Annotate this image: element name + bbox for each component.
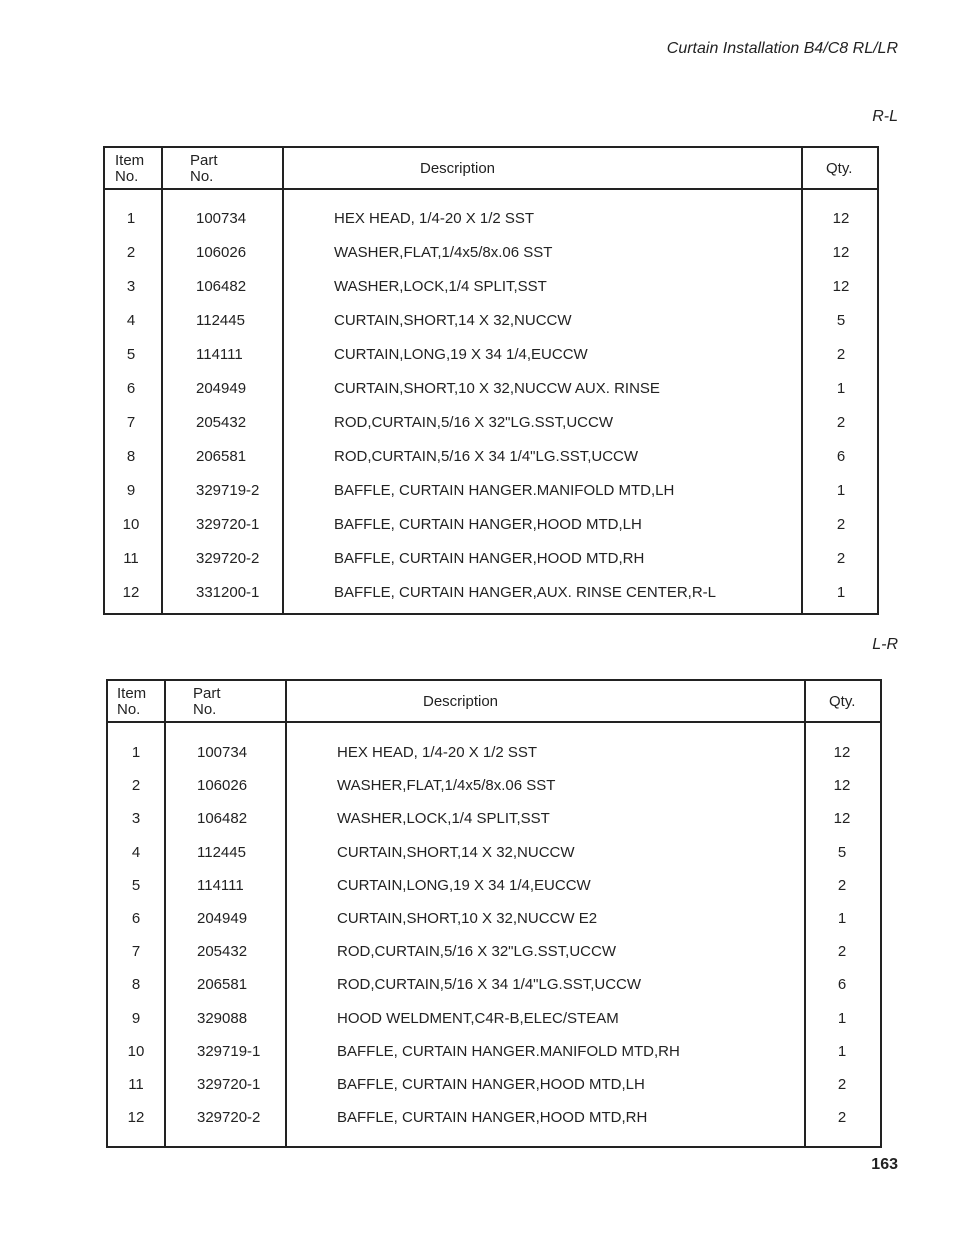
section-label-r-l: R-L [872, 108, 898, 125]
row-item-no: 8 [131, 976, 141, 994]
row-part-no: 329720-2 [196, 550, 260, 567]
row-qty: 2 [837, 1109, 847, 1127]
row-description: WASHER,LOCK,1/4 SPLIT,SST [337, 810, 550, 828]
row-item-no: 3 [126, 278, 136, 295]
row-item-no: 7 [131, 943, 141, 961]
row-qty: 12 [832, 244, 850, 261]
header-description: Description [420, 160, 496, 177]
row-item-no: 9 [126, 482, 136, 499]
row-item-no: 11 [123, 550, 139, 567]
section-label-l-r: L-R [872, 636, 898, 653]
row-part-no: 206581 [197, 976, 248, 994]
row-qty: 5 [837, 843, 847, 861]
row-part-no: 329088 [197, 1009, 248, 1027]
row-item-no: 1 [131, 744, 141, 761]
row-item-no: 5 [131, 876, 141, 894]
row-qty: 1 [836, 380, 846, 397]
row-item-no: 7 [126, 414, 136, 431]
row-qty: 12 [833, 777, 851, 795]
row-item-no: 12 [122, 584, 140, 601]
row-qty: 2 [837, 876, 847, 894]
row-description: BAFFLE, CURTAIN HANGER,HOOD MTD,LH [334, 516, 642, 533]
column-divider [161, 148, 163, 613]
page-header-title: Curtain Installation B4/C8 RL/LR [666, 40, 898, 57]
row-part-no: 106026 [197, 777, 248, 795]
header-item-line1: Item [117, 685, 147, 702]
row-item-no: 8 [126, 448, 136, 465]
header-part-line1: Part [190, 152, 218, 169]
row-qty: 1 [837, 1009, 847, 1027]
row-qty: 2 [836, 550, 846, 567]
row-description: CURTAIN,SHORT,14 X 32,NUCCW [337, 843, 575, 861]
parts-table-r-l [103, 146, 879, 615]
row-qty: 12 [832, 210, 850, 227]
header-divider [108, 721, 880, 723]
row-qty: 6 [837, 976, 847, 994]
row-part-no: 106482 [197, 810, 248, 828]
row-part-no: 204949 [197, 910, 248, 927]
row-description: ROD,CURTAIN,5/16 X 34 1/4"LG.SST,UCCW [334, 448, 639, 465]
row-part-no: 114111 [196, 346, 243, 363]
header-part-line1: Part [193, 685, 221, 702]
row-part-no: 329720-1 [197, 1076, 261, 1093]
row-description: ROD,CURTAIN,5/16 X 32"LG.SST,UCCW [337, 943, 617, 961]
header-description: Description [423, 693, 499, 710]
row-qty: 1 [837, 1042, 847, 1060]
row-part-no: 205432 [196, 414, 247, 431]
header-part-line2: No. [193, 701, 217, 718]
row-part-no: 329719-2 [196, 482, 260, 499]
row-part-no: 329720-2 [197, 1109, 261, 1127]
row-description: BAFFLE, CURTAIN HANGER,HOOD MTD,LH [337, 1076, 645, 1093]
row-item-no: 6 [126, 380, 136, 397]
row-item-no: 9 [131, 1009, 141, 1027]
row-part-no: 204949 [196, 380, 247, 397]
row-item-no: 4 [131, 843, 141, 861]
header-part-no [190, 153, 218, 185]
row-description: CURTAIN,SHORT,14 X 32,NUCCW [334, 312, 572, 329]
row-item-no: 10 [127, 1042, 145, 1060]
row-description: ROD,CURTAIN,5/16 X 32"LG.SST,UCCW [334, 414, 614, 431]
row-part-no: 205432 [197, 943, 248, 961]
column-divider [801, 148, 803, 613]
row-item-no: 2 [126, 244, 136, 261]
column-divider [285, 681, 287, 1146]
row-part-no: 106482 [196, 278, 247, 295]
row-item-no: 12 [127, 1109, 145, 1127]
row-part-no: 329720-1 [196, 516, 260, 533]
row-qty: 2 [836, 346, 846, 363]
column-divider [804, 681, 806, 1146]
row-qty: 5 [836, 312, 846, 329]
row-description: CURTAIN,LONG,19 X 34 1/4,EUCCW [337, 876, 591, 894]
row-description: BAFFLE, CURTAIN HANGER,AUX. RINSE CENTER,R-L [334, 584, 717, 601]
row-item-no: 6 [131, 910, 141, 927]
row-qty: 2 [836, 414, 846, 431]
row-item-no: 3 [131, 810, 141, 828]
row-qty: 1 [837, 910, 847, 927]
row-description: BAFFLE, CURTAIN HANGER.MANIFOLD MTD,LH [334, 482, 675, 499]
row-qty: 2 [837, 943, 847, 961]
row-description: CURTAIN,SHORT,10 X 32,NUCCW E2 [337, 910, 598, 927]
row-description: BAFFLE, CURTAIN HANGER,HOOD MTD,RH [337, 1109, 648, 1127]
row-item-no: 5 [126, 346, 136, 363]
row-description: CURTAIN,LONG,19 X 34 1/4,EUCCW [334, 346, 588, 363]
row-description: BAFFLE, CURTAIN HANGER.MANIFOLD MTD,RH [337, 1042, 680, 1060]
header-item-line2: No. [115, 168, 139, 185]
row-part-no: 100734 [196, 210, 247, 227]
header-qty: Qty. [829, 693, 856, 710]
row-part-no: 112445 [197, 843, 246, 861]
row-description: WASHER,FLAT,1/4x5/8x.06 SST [337, 777, 556, 795]
row-description: HEX HEAD, 1/4-20 X 1/2 SST [337, 744, 538, 761]
header-part-no [193, 686, 221, 718]
row-item-no: 2 [131, 777, 141, 795]
header-item-line1: Item [115, 152, 145, 169]
column-divider [282, 148, 284, 613]
row-qty: 12 [833, 810, 851, 828]
row-description: ROD,CURTAIN,5/16 X 34 1/4"LG.SST,UCCW [337, 976, 642, 994]
row-qty: 6 [836, 448, 846, 465]
page-number: 163 [871, 1156, 898, 1173]
header-item-no [117, 686, 146, 718]
row-qty: 2 [837, 1076, 847, 1093]
column-divider [164, 681, 166, 1146]
row-qty: 2 [836, 516, 846, 533]
row-part-no: 331200-1 [196, 584, 260, 601]
row-description: CURTAIN,SHORT,10 X 32,NUCCW AUX. RINSE [334, 380, 660, 397]
row-item-no: 11 [128, 1076, 144, 1093]
row-part-no: 206581 [196, 448, 247, 465]
row-description: HOOD WELDMENT,C4R-B,ELEC/STEAM [337, 1009, 619, 1027]
row-description: BAFFLE, CURTAIN HANGER,HOOD MTD,RH [334, 550, 645, 567]
header-item-line2: No. [117, 701, 141, 718]
row-part-no: 100734 [197, 744, 248, 761]
header-divider [105, 188, 877, 190]
header-qty: Qty. [826, 160, 853, 177]
row-qty: 12 [832, 278, 850, 295]
row-item-no: 4 [126, 312, 136, 329]
row-part-no: 112445 [196, 312, 245, 329]
parts-table-l-r [106, 679, 882, 1148]
row-description: WASHER,LOCK,1/4 SPLIT,SST [334, 278, 547, 295]
row-description: WASHER,FLAT,1/4x5/8x.06 SST [334, 244, 553, 261]
row-part-no: 329719-1 [197, 1042, 261, 1060]
row-item-no: 1 [126, 210, 136, 227]
row-part-no: 106026 [196, 244, 247, 261]
row-qty: 12 [833, 744, 851, 761]
row-item-no: 10 [122, 516, 140, 533]
header-part-line2: No. [190, 168, 214, 185]
row-part-no: 114111 [197, 876, 244, 894]
row-qty: 1 [836, 482, 846, 499]
row-description: HEX HEAD, 1/4-20 X 1/2 SST [334, 210, 535, 227]
header-item-no [115, 153, 144, 185]
row-qty: 1 [836, 584, 846, 601]
